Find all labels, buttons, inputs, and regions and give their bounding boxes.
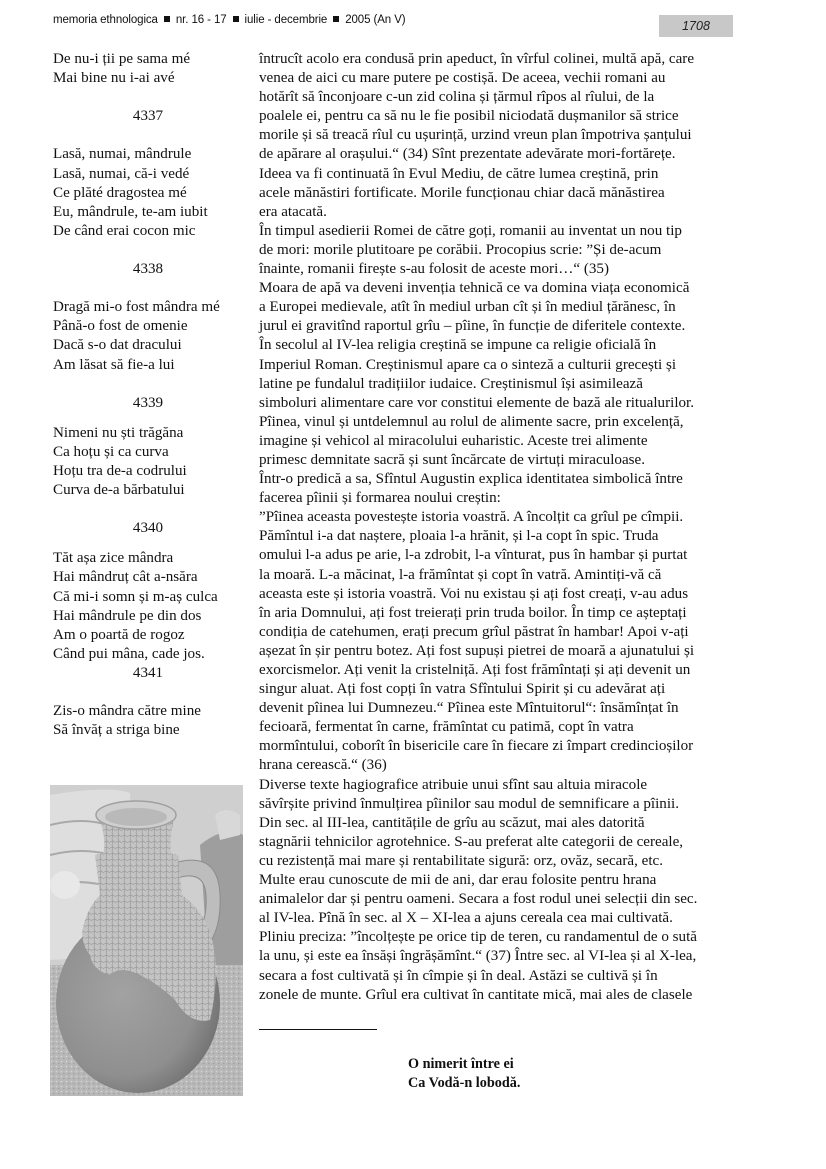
body-text-line: de apărare al orașului.“ (34) Sînt prezentate adevărate mori-fortărețe. (259, 146, 676, 163)
verse-line: Hoțu tra de-a codrului (53, 462, 187, 479)
verse-line: Ca hoțu și ca curva (53, 443, 169, 460)
verse-line: Hai mândruț cât a-nsăra (53, 569, 198, 586)
verse-line: De când erai cocon mic (53, 222, 196, 239)
body-text-line: săvîrșite privind înmulțirea pîinilor sau modul de semnificare a pîinii. (259, 795, 680, 812)
verse-line: Eu, mândrule, te-am iubit (53, 203, 208, 220)
body-text-line: Multe erau cunoscute de mii de ani, dar erau folosite pentru hrana (259, 872, 657, 889)
body-text-line: Din sec. al III-lea, cantitățile de grîu au scăzut, mai ales datorită (259, 814, 645, 831)
article-body (259, 50, 739, 1005)
body-text-line: Pîinea, vinul și untdelemnul au rolul de alimente sacre, prin excelență, (259, 413, 684, 430)
verse-line: Dacă s-o dat dracului (53, 337, 182, 354)
verse-line: Să învăț a striga bine (53, 722, 180, 739)
body-text-line: În secolul al IV-lea religia creștină se impune ca religie oficială în (259, 337, 657, 354)
closing-verse-line: Ca Vodă-n lobodă. (408, 1075, 521, 1091)
body-text-line: omului l-a adus pe arie, l-a zdrobit, l-a vînturat, pus în hambar și purtat (259, 547, 688, 564)
running-header (53, 12, 743, 38)
body-text-line: a Europei medievale, atît în mediul urban cît și în mediul țărănesc, în (259, 299, 676, 316)
square-bullet-icon (333, 16, 339, 22)
footnote-separator (259, 1029, 377, 1030)
verse-line: Dragă mi-o fost mândra mé (53, 299, 220, 316)
body-text-line: înainte, romanii firește s-au folosit de aceste mori…“ (35) (259, 261, 609, 278)
body-text-line: așezat în șir pentru botez. Ați fost supuși pietrei de moară a ajunatului și (259, 642, 695, 659)
issue-year: 2005 (An V) (345, 14, 406, 26)
body-text-line: cu rezistență mai mare și rentabilitate sigură: orz, ovăz, secară, etc. (259, 852, 663, 869)
body-text-line: Moara de apă va deveni invenția tehnică ce va domina viața economică (259, 280, 690, 297)
issue-period: iulie - decembrie (244, 14, 328, 26)
body-text-line: aceasta este și istoria voastră. Voi nu existau și ați fost creați, v-au adus (259, 585, 689, 602)
journal-name: memoria ethnologica (53, 14, 158, 26)
body-text-line: latine pe fundalul tradițiilor iudaice. Creștinismul își asimilează (259, 375, 643, 392)
verse-line: Hai mândrule pe din dos (53, 607, 202, 624)
verse-line: Când pui mâna, cade jos. (53, 645, 205, 662)
body-text-line: al IV-lea. Pînă în sec. al X – XI-lea a ajuns cereala cea mai cultivată. (259, 910, 673, 927)
body-text-line: la moară. L-a măcinat, l-a frămîntat și copt în vatră. Amintiți-vă că (259, 566, 662, 583)
verse-line: Zis-o mândra către mine (53, 703, 201, 720)
body-text-line: hrana cerească.“ (36) (259, 757, 387, 774)
verse-line: De nu-i ții pe sama mé (53, 51, 191, 67)
body-text-line: Imperiul Roman. Creștinismul apare ca o sinteză a culturii grecești și (259, 356, 677, 373)
verse-line: Mai bine nu i-ai avé (53, 70, 175, 87)
body-text-line: Pămîntul i-a dat naștere, ploaia l-a hrănit, și l-a copt în spic. Truda (259, 528, 659, 545)
page-number: 1708 (659, 15, 733, 37)
body-text-line: exorcismelor. Ați venit la cristelniță. Ați fost frămîntați și ați devenit un (259, 662, 691, 678)
body-text-line: Ideea va fi continuată în Evul Mediu, de către lumea creștină, prin (259, 165, 659, 182)
body-text-line: secara a fost cultivată și în cîmpie și în deal. Astăzi se cultivă și în (259, 967, 658, 984)
verse-line: Am o poartă de rogoz (53, 626, 185, 643)
poem-number: 4340 (132, 520, 164, 537)
poem-number: 4338 (132, 261, 164, 278)
verse-line: Lasă, numai, mândrule (53, 146, 192, 163)
body-text-line: primesc demnitate sacră și sunt încărcate de virtuți miraculoase. (259, 451, 645, 468)
body-text-line: Diverse texte hagiografice atribuie unui sfînt sau altuia miracole (259, 776, 648, 793)
square-bullet-icon (164, 16, 170, 22)
verse-line: Am lăsat să fie-a lui (53, 356, 175, 373)
verse-line: Tăt așa zice mândra (53, 550, 174, 567)
verse-line: Că mi-i somn și m-aș culca (53, 588, 218, 605)
jug-photo (50, 785, 243, 1096)
body-text-line: ”Pîinea aceasta povestește istoria voastră. A încolțit ca grîul pe cîmpii. (259, 509, 684, 526)
body-text-line: imagine și vehicol al miracolului euharistic. Aceste trei alimente (259, 432, 648, 449)
closing-verse (408, 1055, 520, 1093)
body-text-line: venea de aici cu mare putere pe costișă. De aceea, vechii romani au (259, 70, 666, 87)
poem-number: 4341 (132, 664, 164, 681)
body-text-line: poalele ei, pentru ca să nu le fie posibil niciodată dușmanilor să strice (259, 108, 679, 125)
verse-line: Lasă, numai, că-i vedé (53, 165, 190, 182)
body-text-line: simboluri alimentare care vor constitui elemente de bază ale ritualurilor. (259, 394, 695, 411)
poem-number: 4339 (132, 394, 164, 411)
body-text-line: condiția de catehumen, erați precum grîul păstrat în hambar! Apoi v-ați (259, 623, 689, 640)
issue-number: nr. 16 - 17 (175, 14, 227, 26)
verse-line: Ce plăté dragostea mé (53, 184, 187, 201)
body-text-line: Într-o predică a sa, Sfîntul Augustin explica identitatea simbolică între (259, 471, 683, 488)
body-text-line: era atacată. (259, 203, 327, 220)
body-text-line: Pliniu preciza: ”încolțește pe orice tip de teren, cu randamentul de o sută (259, 929, 697, 946)
body-text-line: la unu, și este ea însăși îngrășămînt.“ (37) Între sec. al VI-lea și al X-lea, (259, 948, 697, 965)
body-text-line: devenit pîinea lui Dumnezeu.“ Pîinea este Mîntuitorul“: însămînțat în (259, 700, 679, 717)
poem-column (53, 50, 248, 740)
body-text-line: de mori: morile plutitoare pe corăbii. Procopius scrie: ”Și de-acum (259, 241, 662, 258)
body-text-line: stagnării tehnicilor agrotehnice. S-au preferat alte categorii de cereale, (259, 833, 684, 850)
body-text-line: jurul ei gravitînd raportul grîu – pîine, în funcție de diferitele contexte. (259, 318, 686, 335)
body-text-line: În timpul asedierii Romei de către goți, romanii au inventat un nou tip (259, 222, 682, 239)
poem-number: 4337 (132, 108, 164, 125)
body-text-line: zonele de munte. Grîul era cultivat în cantitate mică, mai ales de clasele (259, 986, 693, 1003)
verse-line: Până-o fost de omenie (53, 318, 188, 335)
body-text-line: morile și să treacă rîul cu ușurință, urzind vreun plan împotriva șanțului (259, 127, 692, 144)
body-text-line: animalelor dar și pentru oameni. Secara a fost rodul unei selecții din sec. (259, 891, 698, 908)
body-text-line: singur aluat. Ați fost copți în vatra Sfîntului Spirit și cu adevărat ați (259, 681, 666, 698)
square-bullet-icon (233, 16, 239, 22)
body-text-line: acele mănăstiri fortificate. Morile funcționau chiar dacă mănăstirea (259, 184, 665, 201)
body-text-line: hotărît să înconjoare c-un zid colina și țărmul rîpos al rîului, de la (259, 89, 655, 106)
verse-line: Curva de-a bărbatului (53, 482, 185, 499)
body-text-line: facerea pîinii și formarea noului creștin: (259, 490, 501, 507)
body-text-line: mormîntului, coborît în bisericile care în fiecare zi împart credincioșilor (259, 738, 694, 755)
header-text (53, 14, 406, 26)
body-text-line: întrucît acolo era condusă prin apeduct, în vîrful colinei, multă apă, care (259, 51, 695, 67)
body-text-line: în aria Domnului, ați fost treierați prin truda boilor. În timp ce așteptați (259, 604, 687, 621)
body-text-line: fecioară, fermentat în carne, frămîntat cu patimă, copt în vatra (259, 719, 634, 736)
closing-verse-line: O nimerit între ei (408, 1056, 514, 1072)
verse-line: Nimeni nu ști trăgăna (53, 424, 184, 441)
